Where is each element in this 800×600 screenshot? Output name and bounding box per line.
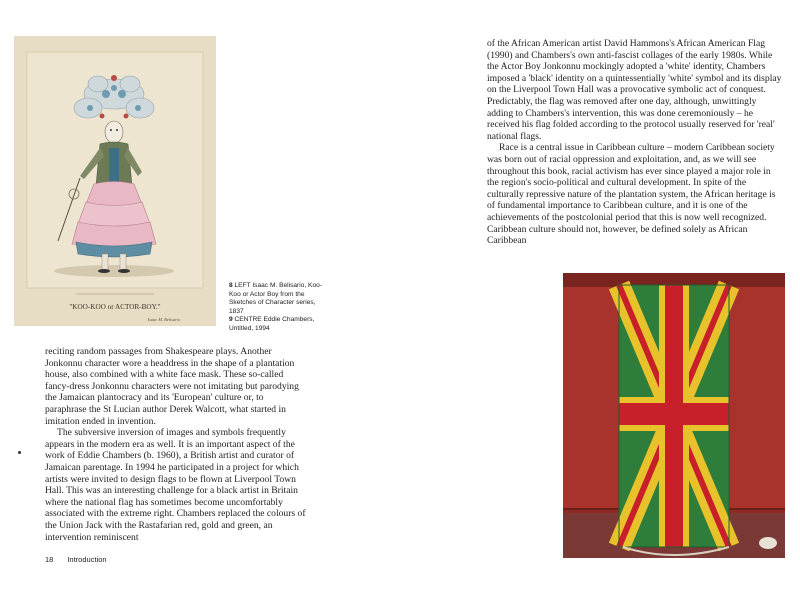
paragraph: reciting random passages from Shakespeare plays. Another Jonkonnu character wore a headdress in the shape of a plantation house, also combined with a white face mask. These so-called fancy-dress Jonkonnu characters were not imitating but parodying the Jamaican plantocracy and its 'European' culture or, to paraphrase the St Lucian author Derek Walcott, what started in imitation ended in invention. bbox=[45, 346, 299, 427]
caption-text: CENTRE Eddie Chambers, Untitled, 1994 bbox=[229, 316, 315, 332]
paragraph: Race is a central issue in Caribbean culture – modern Caribbean society was born out of racial oppression and exploitation, and, as we will see throughout this book, racial activism has ever since played a major role in the region's socio-political and cultural development. In spite of the culturally repressive nature of the plantation system, the African heritage is of fundamental importance to Caribbean culture, and it is one of the achievements of the postcolonial period that this is now well recognized. Caribbean culture should not, however, be defined solely as African Caribbean bbox=[487, 142, 776, 247]
chambers-flag-photo bbox=[563, 273, 785, 558]
folio bbox=[45, 555, 107, 564]
plate-credit: Isaac M. Belisario bbox=[147, 317, 181, 322]
caption-number: 9 bbox=[229, 316, 233, 324]
page-number: 18 bbox=[45, 555, 54, 564]
figure-caption bbox=[229, 282, 329, 334]
running-head: Introduction bbox=[67, 555, 107, 564]
paragraph: The subversive inversion of images and symbols frequently appears in the modern era as well. It is an important aspect of the work of Eddie Chambers (b. 1960), a British artist and curator of Jamaican parentage. In 1994 he participated in a project for which artists were invited to design flags to be flown at Liverpool Town Hall. This was an interesting challenge for a black artist in Britain where the national flag has sometimes become uncomfortably associated with the extreme right. Chambers replaced the colours of the Union Jack with the Rastafarian red, gold and green, an intervention reminiscent bbox=[45, 427, 306, 543]
belisario-print-figure bbox=[14, 36, 216, 326]
rastafarian-union-flag-image bbox=[563, 273, 785, 558]
actor-boy-illustration bbox=[14, 36, 216, 326]
caption-entry-1 bbox=[229, 282, 329, 316]
caption-number: 8 bbox=[229, 282, 233, 289]
left-body-text bbox=[45, 346, 307, 543]
margin-marker bbox=[18, 451, 21, 454]
plate-title: "KOO-KOO or ACTOR-BOY." bbox=[69, 303, 161, 311]
caption-text: LEFT Isaac M. Belisario, Koo-Koo or Actor Boy from the Sketches of Character series, 1837 bbox=[229, 282, 322, 315]
paragraph: of the African American artist David Hammons's African American Flag (1990) and Chambers's own anti-fascist collages of the early 1980s. While the Actor Boy Jonkonnu mockingly adopted a 'white' identity, Chambers imposed a 'black' identity on a quintessentially 'white' symbol and its display on the Liverpool Town Hall was a provocative symbolic act of conquest. Predictably, the flag was removed after one day, although, unwittingly adding to Chambers's intervention, this was done ceremoniously – he received his flag folded according to the protocol usually reserved for 'real' national flags. bbox=[487, 38, 782, 142]
caption-entry-2 bbox=[229, 316, 329, 333]
right-body-text bbox=[487, 38, 783, 247]
